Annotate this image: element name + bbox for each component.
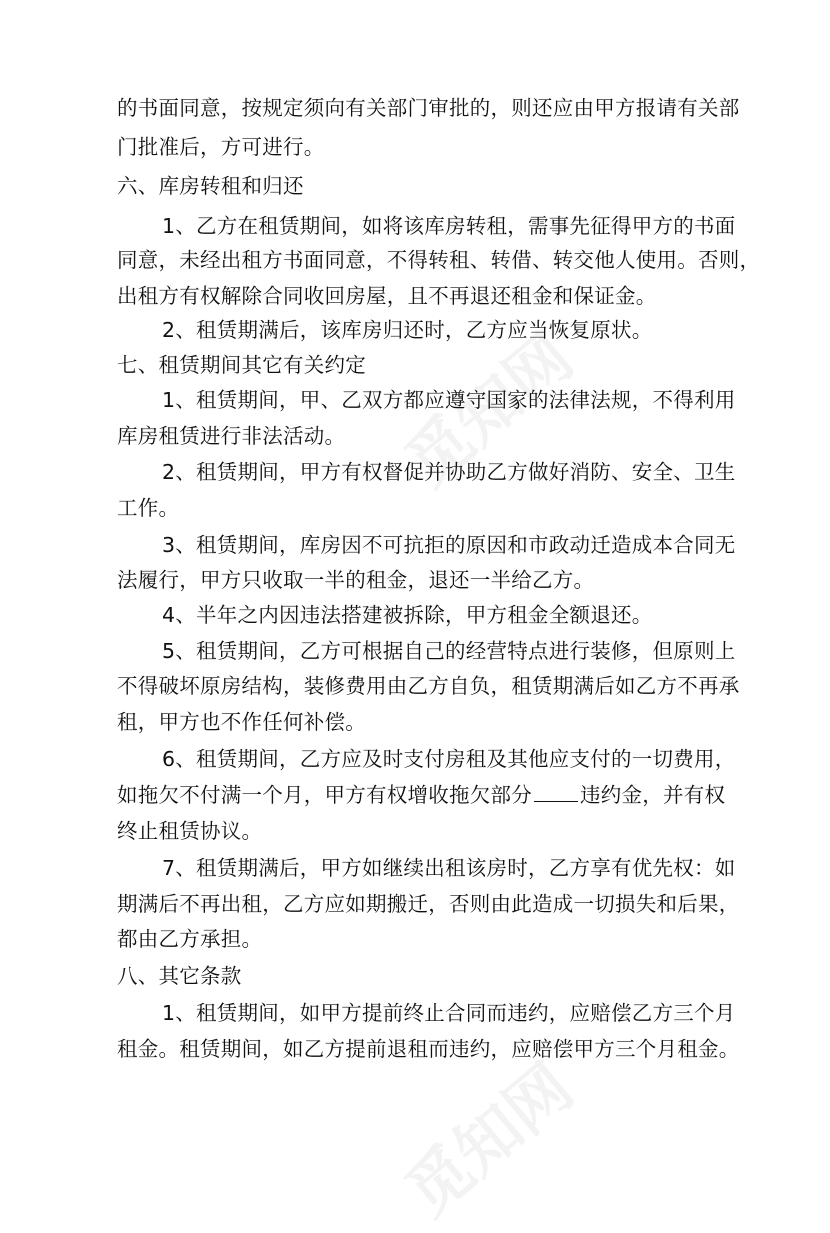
paragraph-line: 期满后不再出租，乙方应如期搬迁，否则由此造成一切损失和后果， — [117, 892, 740, 916]
paragraph-line: 4、半年之内因违法搭建被拆除，甲方租金全额退还。 — [162, 603, 653, 627]
paragraph-line: 2、租赁期满后，该库房归还时，乙方应当恢复原状。 — [162, 318, 653, 342]
paragraph-line: 终止租赁协议。 — [117, 819, 263, 843]
paragraph-line: 1、租赁期间，甲、乙双方都应遵守国家的法律法规，不得利用 — [162, 388, 736, 412]
paragraph-line: 1、租赁期间，如甲方提前终止合同而违约，应赔偿乙方三个月 — [162, 1001, 736, 1025]
paragraph-line-with-blank — [117, 781, 725, 809]
fill-in-blank — [534, 785, 578, 802]
paragraph-line: 法履行，甲方只收取一半的租金，退还一半给乙方。 — [117, 568, 595, 592]
line-text: 如拖欠不付满一个月，甲方有权增收拖欠部分 — [117, 783, 532, 807]
paragraph-line: 出租方有权解除合同收回房屋，且不再退还租金和保证金。 — [117, 284, 657, 308]
paragraph-line: 的书面同意，按规定须向有关部门审批的，则还应由甲方报请有关部 — [117, 96, 740, 120]
line-text: 违约金，并有权 — [580, 783, 726, 807]
section-heading-6: 六、库房转租和归还 — [117, 174, 304, 198]
paragraph-line: 同意，未经出租方书面同意，不得转租、转借、转交他人使用。否则， — [117, 248, 761, 272]
paragraph-line: 5、租赁期间，乙方可根据自己的经营特点进行装修，但原则上 — [162, 639, 736, 663]
watermark — [383, 1039, 589, 1233]
paragraph-line: 库房租赁进行非法活动。 — [117, 424, 346, 448]
paragraph-line: 7、租赁期满后，甲方如继续出租该房时，乙方享有优先权：如 — [162, 856, 736, 880]
paragraph-line: 2、租赁期间，甲方有权督促并协助乙方做好消防、安全、卫生 — [162, 460, 736, 484]
section-heading-7: 七、租赁期间其它有关约定 — [117, 353, 366, 377]
paragraph-line: 都由乙方承担。 — [117, 927, 263, 951]
paragraph-line: 门批准后，方可进行。 — [117, 135, 325, 159]
section-heading-8: 八、其它条款 — [117, 964, 242, 988]
paragraph-line: 6、租赁期间，乙方应及时支付房租及其他应支付的一切费用， — [162, 747, 736, 771]
paragraph-line: 1、乙方在租赁期间，如将该库房转租，需事先征得甲方的书面 — [162, 214, 736, 238]
paragraph-line: 租，甲方也不作任何补偿。 — [117, 710, 366, 734]
paragraph-line: 租金。租赁期间，如乙方提前退租而违约，应赔偿甲方三个月租金。 — [117, 1037, 740, 1061]
paragraph-line: 不得破坏原房结构，装修费用由乙方自负，租赁期满后如乙方不再承 — [117, 674, 740, 698]
paragraph-line: 工作。 — [117, 496, 180, 520]
paragraph-line: 3、租赁期间，库房因不可抗拒的原因和市政动迁造成本合同无 — [162, 533, 736, 557]
